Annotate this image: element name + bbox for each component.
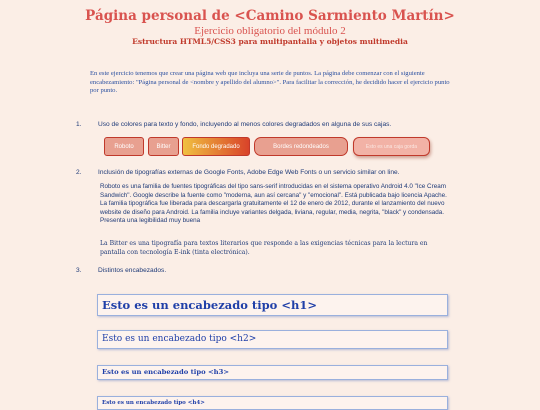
page-header: [0, 0, 540, 47]
box-bitter: Bitter: [148, 137, 179, 156]
list-item-1: [76, 121, 391, 128]
box-roboto: Roboto: [104, 137, 144, 156]
list-item-text: Distintos encabezados.: [98, 267, 167, 274]
list-item-text: Uso de colores para texto y fondo, incluyendo al menos colores degradados en alguna de sus cajas.: [98, 121, 392, 128]
heading-h2: Esto es un encabezado tipo <h2>: [97, 330, 448, 349]
page-title: Página personal de <Camino Sarmiento Martín>: [85, 8, 455, 24]
heading-h1: Esto es un encabezado tipo <h1>: [97, 294, 448, 316]
list-item-text: Inclusión de tipografías externas de Google Fonts, Adobe Edge Web Fonts o un servicio similar on line.: [98, 169, 400, 176]
page-subtitle-2: Estructura HTML5/CSS3 para multipantalla y objetos multimedia: [132, 37, 408, 46]
list-item-2: [76, 169, 400, 176]
heading-h4: Esto es un encabezado tipo <h4>: [97, 396, 448, 410]
box-gradient: Fondo degradado: [182, 137, 250, 156]
list-number: 1.: [76, 121, 82, 128]
list-item-3: [76, 267, 166, 274]
box-rounded: Bordes redondeados: [254, 137, 348, 156]
heading-h3: Esto es un encabezado tipo <h3>: [97, 365, 448, 380]
bitter-paragraph: La Bitter es una tipografía para textos literarios que responde a las exigencias técnicas para la lectura en pantalla con tecnología E-ink (tinta electrónica).: [100, 240, 428, 256]
page-subtitle: Ejercicio obligatorio del módulo 2: [194, 25, 346, 37]
intro-paragraph: En este ejercicio tenemos que crear una página web que incluya una serie de puntos. La página debe comenzar con el siguiente encabezamiento: "Página personal de <nombre y apellido del alumno>". Para facilitar la corrección, he decidido hacer el ejercicio punto por punto.: [90, 70, 450, 95]
list-number: 3.: [76, 267, 82, 274]
box-shadow: Esto es una caja gorda: [353, 137, 430, 156]
roboto-paragraph: Roboto es una familia de fuentes tipográficas del tipo sans-serif introducidas en el sistema operativo Android 4.0 "Ice Cream Sandwich". Google describe la fuente como "moderna, aun así cercana" y "emocional". Está publicada bajo licencia Apache. La familia tipográfica fue liberada para descargarla gratuitamente el 12 de enero de 2012, durante el lanzamiento del nuevo website de diseño para Android. La familia incluye variantes delgada, liviana, regular, media, negrita, "black" y condensada. Presenta una legibilidad muy buena: [100, 183, 447, 225]
list-number: 2.: [76, 169, 82, 176]
